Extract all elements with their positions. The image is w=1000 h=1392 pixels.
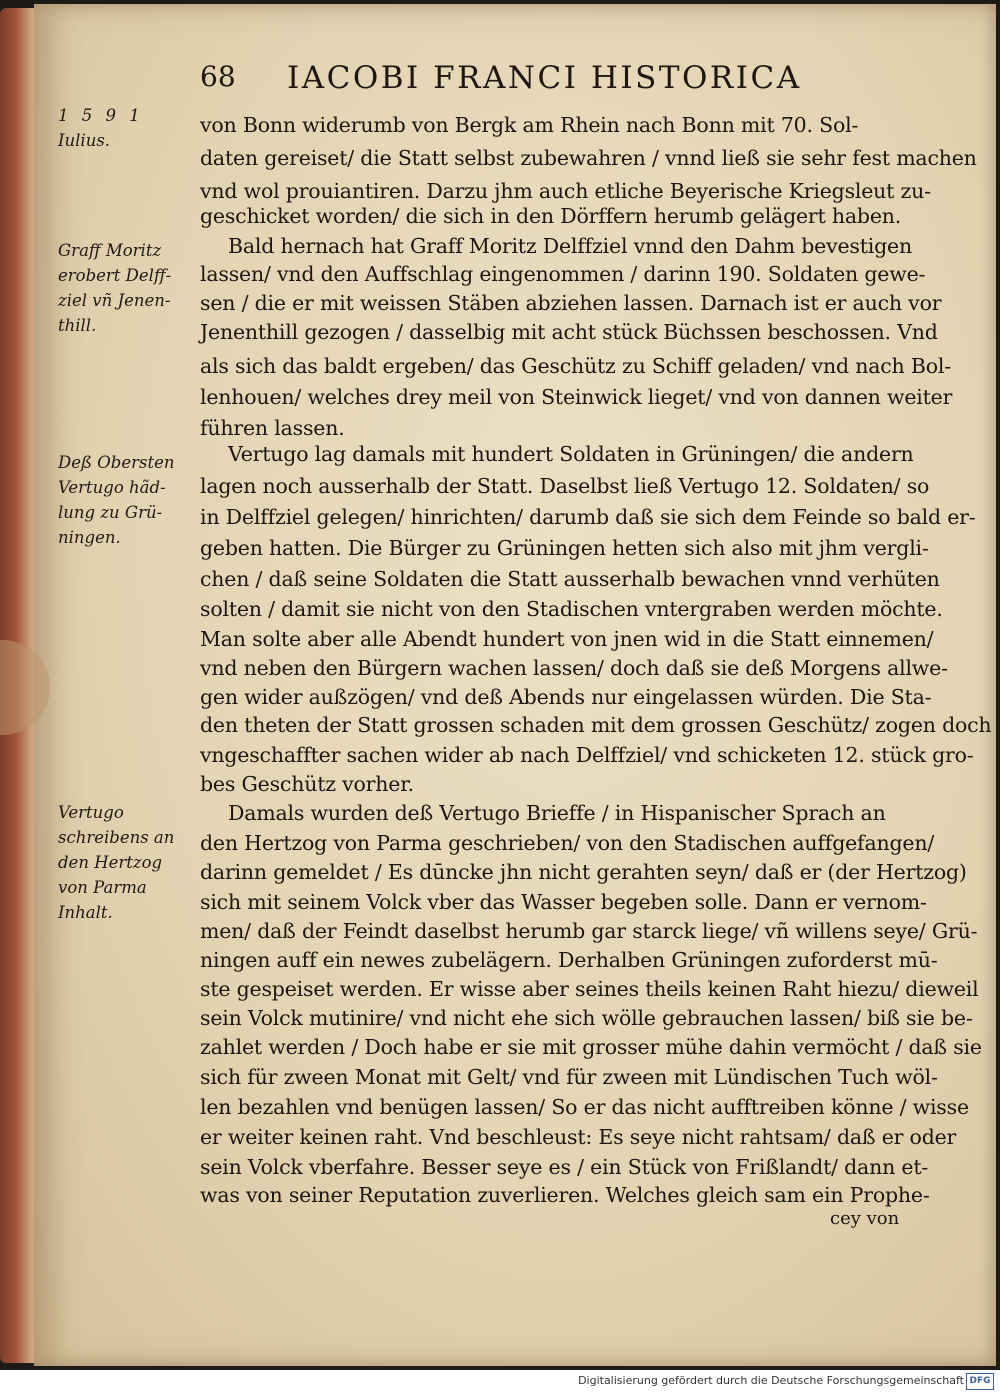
body-line: Jenenthill gezogen / dasselbig mit acht stück Büchssen beschossen. Vnd xyxy=(200,320,938,344)
body-line: Man solte aber alle Abendt hundert von jnen wid in die Statt einnemen/ xyxy=(200,627,934,651)
body-line: in Delffziel gelegen/ hinrichten/ darumb daß sie sich dem Feinde so bald er- xyxy=(200,505,976,529)
body-line: gen wider außzögen/ vnd deß Abends nur eingelassen würden. Die Sta- xyxy=(200,685,932,709)
margin-note-line: thill. xyxy=(58,316,97,335)
running-title: IACOBI FRANCI HISTORICA xyxy=(287,60,802,96)
body-line: solten / damit sie nicht von den Stadischen vntergraben werden möchte. xyxy=(200,597,943,621)
body-line: als sich das baldt ergeben/ das Geschütz zu Schiff geladen/ vnd nach Bol- xyxy=(200,354,951,378)
margin-note-line: von Parma xyxy=(58,878,147,897)
body-line: Bald hernach hat Graff Moritz Delffziel vnnd den Dahm bevestigen xyxy=(228,234,912,258)
body-line: ningen auff ein newes zubelägern. Derhalben Grüningen zuforderst mū- xyxy=(200,948,938,972)
page-header xyxy=(195,58,895,104)
body-line: von Bonn widerumb von Bergk am Rhein nach Bonn mit 70. Sol- xyxy=(200,113,859,137)
body-line: den theten der Statt grossen schaden mit dem grossen Geschütz/ zogen doch xyxy=(200,713,992,737)
body-line: sen / die er mit weissen Stäben abziehen lassen. Darnach ist er auch vor xyxy=(200,291,942,315)
body-line: darinn gemeldet / Es dūncke jhn nicht gerahten seyn/ daß er (der Hertzog) xyxy=(200,860,967,884)
margin-note-line: ziel vñ Jenen- xyxy=(58,291,171,310)
margin-note-letter xyxy=(58,800,200,925)
body-line: lenhouen/ welches drey meil von Steinwick lieget/ vnd von dannen weiter xyxy=(200,385,953,409)
body-line: vngeschaffter sachen wider ab nach Delffziel/ vnd schicketen 12. stück gro- xyxy=(200,743,974,767)
footer-credit: Digitalisierung gefördert durch die Deutsche Forschungsgemeinschaft xyxy=(578,1374,964,1387)
margin-note-moritz xyxy=(58,238,200,338)
catchword: cey von xyxy=(830,1208,900,1229)
margin-note-vertugo xyxy=(58,450,200,550)
margin-note-line: Vertugo hãd- xyxy=(58,478,166,497)
body-line: geben hatten. Die Bürger zu Grüningen hetten sich also mit jhm vergli- xyxy=(200,536,929,560)
body-line: sein Volck vberfahre. Besser seye es / ein Stück von Frißlandt/ dann et- xyxy=(200,1155,929,1179)
margin-note-line: 1 5 9 1 xyxy=(58,106,144,125)
margin-note-line: Inhalt. xyxy=(58,903,113,922)
body-line: er weiter keinen raht. Vnd beschleust: Es seye nicht rahtsam/ daß er oder xyxy=(200,1125,957,1149)
dfg-logo-icon: DFG xyxy=(966,1373,994,1390)
page-number: 68 xyxy=(200,60,236,93)
body-line: len bezahlen vnd benügen lassen/ So er das nicht aufftreiben könne / wisse xyxy=(200,1095,969,1119)
body-line: den Hertzog von Parma geschrieben/ von den Stadischen auffgefangen/ xyxy=(200,831,935,855)
body-line: zahlet werden / Doch habe er sie mit grosser mühe dahin vermöcht / daß sie xyxy=(200,1035,982,1059)
body-line: geschicket worden/ die sich in den Dörffern herumb gelägert haben. xyxy=(200,204,902,228)
margin-note-line: Iulius. xyxy=(58,131,111,150)
margin-note-line: lung zu Grü- xyxy=(58,503,163,522)
body-line: chen / daß seine Soldaten die Statt ausserhalb bewachen vnnd verhüten xyxy=(200,567,940,591)
margin-note-line: Graff Moritz xyxy=(58,241,162,260)
margin-note-line: Vertugo xyxy=(58,803,124,822)
body-line: sich mit seinem Volck vber das Wasser begeben solle. Dann er vernom- xyxy=(200,890,927,914)
body-line: Damals wurden deß Vertugo Brieffe / in Hispanischer Sprach an xyxy=(228,801,886,825)
body-line: men/ daß der Feindt daselbst herumb gar starck liege/ vñ willens seye/ Grü- xyxy=(200,919,978,943)
body-line: lassen/ vnd den Auffschlag eingenommen / darinn 190. Soldaten gewe- xyxy=(200,262,926,286)
margin-note-line: erobert Delff- xyxy=(58,266,172,285)
margin-note-line: ningen. xyxy=(58,528,121,547)
body-line: vnd wol prouiantiren. Darzu jhm auch etliche Beyerische Kriegsleut zu- xyxy=(200,179,931,203)
body-line: was von seiner Reputation zuverlieren. Welches gleich sam ein Prophe- xyxy=(200,1183,930,1207)
body-line: sich für zween Monat mit Gelt/ vnd für zween mit Lündischen Tuch wöl- xyxy=(200,1065,938,1089)
margin-note-date xyxy=(58,103,200,153)
body-line: Vertugo lag damals mit hundert Soldaten in Grüningen/ die andern xyxy=(228,442,914,466)
margin-note-line: den Hertzog xyxy=(58,853,163,872)
body-line: führen lassen. xyxy=(200,416,345,440)
body-line: sein Volck mutinire/ vnd nicht ehe sich wölle gebrauchen lassen/ biß sie be- xyxy=(200,1006,973,1030)
body-line: daten gereiset/ die Statt selbst zubewahren / vnnd ließ sie sehr fest machen xyxy=(200,146,977,170)
body-line: lagen noch ausserhalb der Statt. Daselbst ließ Vertugo 12. Soldaten/ so xyxy=(200,474,930,498)
body-line: ste gespeiset werden. Er wisse aber seines theils keinen Raht hiezu/ dieweil xyxy=(200,977,979,1001)
body-line: vnd neben den Bürgern wachen lassen/ doch daß sie deß Morgens allwe- xyxy=(200,656,948,680)
body-line: bes Geschütz vorher. xyxy=(200,772,414,796)
digitization-footer xyxy=(0,1370,1000,1392)
margin-note-line: schreibens an xyxy=(58,828,175,847)
margin-note-line: Deß Obersten xyxy=(58,453,175,472)
